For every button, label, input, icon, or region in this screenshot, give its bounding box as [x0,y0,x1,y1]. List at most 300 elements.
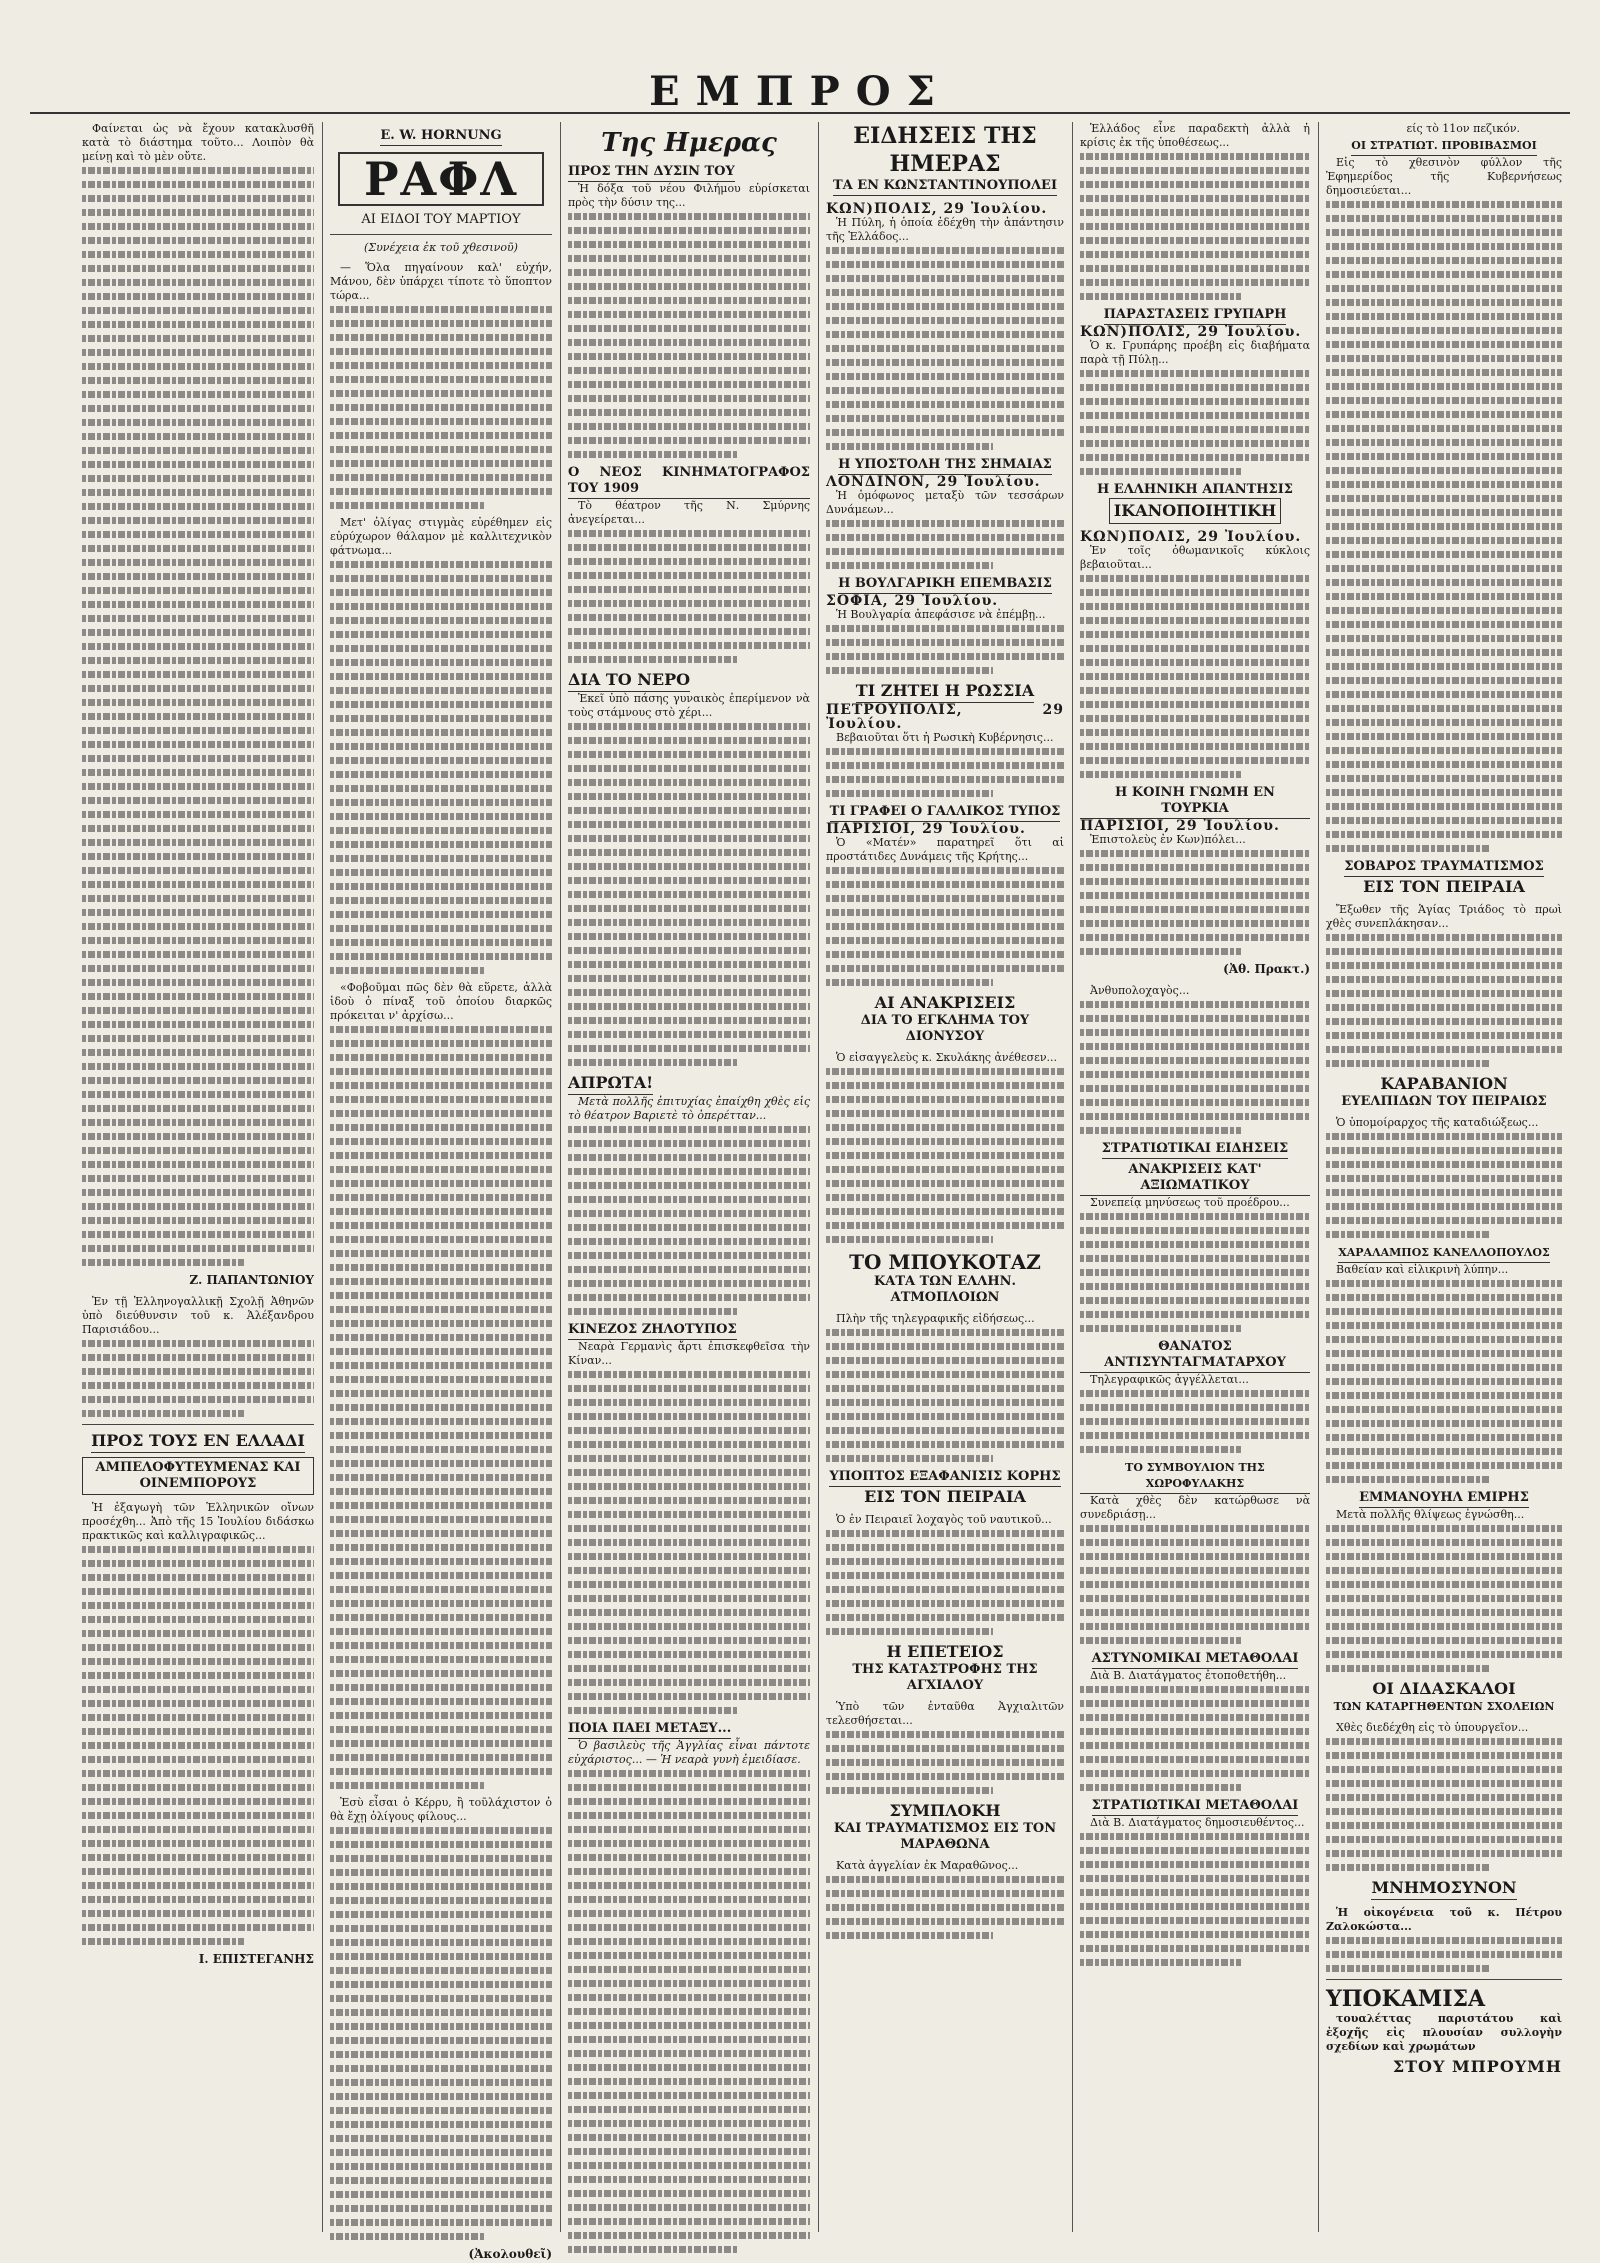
text-line [1326,1965,1491,1972]
text-line [82,965,314,972]
text-line [82,615,314,622]
article-text: Κατὰ χθὲς δὲν κατώρθωσε νὰ συνεδριάσῃ... [1080,1494,1310,1521]
newspaper-name: ΕΜΠΡΟΣ [649,68,951,115]
section-heading: ΠΑΡΑΣΤΑΣΕΙΣ ΓΡΥΠΑΡΗ [1104,307,1287,325]
text-line [568,1224,810,1231]
section-heading: ΤΟ ΜΠΟΥΚΟΤΑΖ [849,1250,1041,1274]
article-text: Ἐπιστολεὺς ἐν Κων)πόλει... [1090,833,1246,846]
text-line [1326,1553,1562,1560]
article-text: — Ὅλα πηγαίνουν καλ' εὐχήν, Μάνου, δὲν ὑπάρχει τίποτε τὸ ὕποπτον τώρα... [330,261,552,302]
text-line [330,1530,552,1537]
text-line [826,261,1064,268]
section-subheading: ΕΙΣ ΤΟΝ ΠΕΙΡΑΙΑ [864,1487,1026,1506]
text-line [330,939,552,946]
article-text: Ὁ εἰσαγγελεὺς κ. Σκυλάκης ἀνέθεσεν... [836,1051,1058,1064]
text-line [1080,948,1241,955]
text-line [82,1630,314,1637]
section-heading: ΣΤΡΑΤΙΩΤΙΚΑΙ ΜΕΤΑΘΟΛΑΙ [1092,1798,1299,1816]
text-line [1326,677,1562,684]
text-line [826,1544,1064,1551]
text-line [826,1329,1064,1336]
text-line [1326,934,1562,941]
text-line [1080,384,1310,391]
text-line [568,1469,810,1476]
text-line [82,1035,314,1042]
column-3 [568,122,810,2232]
text-line [82,1686,314,1693]
article-text: Ὁ ἐν Πειραιεῖ λοχαγὸς τοῦ ναυτικοῦ... [836,1513,1052,1526]
text-line [82,1091,314,1098]
article-text: Κατὰ ἀγγελίαν ἐκ Μαραθῶνος... [836,1859,1019,1872]
section-heading: ΑΠΡΩΤΑ! [568,1073,653,1095]
text-line [568,1896,810,1903]
text-line [330,715,552,722]
article-text: Ἡ οἰκογένεια τοῦ κ. Πέτρου Ζαλοκώστα... [1326,1906,1562,1933]
text-line [1080,920,1310,927]
text-line [330,1096,552,1103]
text-line [1326,691,1562,698]
text-line [1080,1127,1241,1134]
text-line [826,1773,1064,1780]
text-line [330,2135,552,2142]
article-text: Ὁ «Ματέν» παρατηρεῖ ὅτι αἱ προστάτιδες Δυνάμεις τῆς Κρήτης... [826,836,1064,863]
text-line [568,1427,810,1434]
text-line [1326,1392,1562,1399]
text-line [568,2218,810,2225]
text-line [1326,369,1562,376]
text-line [568,1525,810,1532]
section-heading: ΠΡΟΣ ΤΗΝ ΔΥΣΙΝ ΤΟΥ [568,164,735,182]
text-line [1326,537,1562,544]
text-line [330,1925,552,1932]
text-line [826,289,1064,296]
text-line [82,1546,314,1553]
text-line [1326,1476,1491,1483]
text-line [1080,468,1241,475]
text-line [568,723,810,730]
dateline: ΚΩΝ)ΠΟΛΙΣ, 29 Ἰουλίου. [826,201,1048,217]
text-line [568,572,810,579]
text-line [1326,1448,1562,1455]
section-heading: ΔΙΑ ΤΟ ΝΕΡΟ [568,670,690,692]
section-heading: ΘΑΝΑΤΟΣ ΑΝΤΙΣΥΝΤΑΓΜΑΤΑΡΧΟΥ [1080,1339,1310,1373]
text-line [568,1812,810,1819]
text-line [82,1189,314,1196]
text-line [568,213,810,220]
text-line [82,1770,314,1777]
column-rule [1072,122,1073,2232]
text-line [1080,850,1310,857]
author-signature: Ι. ΕΠΙΣΤΕΓΑΝΗΣ [198,1952,314,1966]
dateline: ΠΑΡΙΣΙΟΙ, 29 Ἰουλίου. [826,821,1026,837]
text-line [1326,1175,1562,1182]
text-line [82,461,314,468]
text-line [82,923,314,930]
text-line [330,1208,552,1215]
text-line [1326,775,1562,782]
text-line [1326,1322,1562,1329]
text-line [82,1658,314,1665]
text-line [568,1868,810,1875]
text-line [1080,673,1310,680]
text-line [330,1082,552,1089]
text-line [568,423,810,430]
section-heading: ΜΝΗΜΟΣΥΝΟΝ [1371,1878,1516,1900]
text-line [826,415,1064,422]
text-line [82,1049,314,1056]
text-line [568,241,810,248]
text-line [330,2051,552,2058]
section-heading: ΤΙ ΖΗΤΕΙ Η ΡΩΣΣΙΑ [856,681,1034,703]
text-line [1326,1336,1562,1343]
article-text: Ἐκεῖ ὑπὸ πάσης γυναικὸς ἐπερίμενον νὰ τοὺς στάμνους στὸ χέρι... [568,692,810,719]
text-line [568,1539,810,1546]
text-line [568,793,810,800]
text-line [82,1396,314,1403]
text-line [568,1665,810,1672]
text-line [568,975,810,982]
text-line [1080,645,1310,652]
text-line [1326,299,1562,306]
column-1 [82,122,314,2232]
text-line [82,1147,314,1154]
text-line [568,1441,810,1448]
text-line [1080,878,1310,885]
text-line [1080,1567,1310,1574]
text-line [568,1511,810,1518]
text-line [826,345,1064,352]
text-line [1326,1203,1562,1210]
section-heading: ΣΤΡΑΤΙΩΤΙΚΑΙ ΕΙΔΗΣΕΙΣ [1102,1141,1289,1159]
text-line [826,1530,1064,1537]
text-line [330,1040,552,1047]
text-line [568,1826,810,1833]
text-line [330,953,552,960]
text-line [568,2106,810,2113]
text-line [330,1054,552,1061]
text-line [1080,1861,1310,1868]
text-line [568,1798,810,1805]
serial-subtitle: ΑΙ ΕΙΔΟΙ ΤΟΥ ΜΑΡΤΙΟΥ [361,212,521,227]
dateline: ΠΑΡΙΣΙΟΙ, 29 Ἰουλίου. [1080,818,1280,834]
text-line [568,269,810,276]
section-subheading: ΚΑΤΑ ΤΩΝ ΕΛΛΗΝ. ΑΤΜΟΠΛΟΙΩΝ [873,1274,1017,1305]
text-line [568,2064,810,2071]
text-line [568,1882,810,1889]
text-line [568,1910,810,1917]
text-line [568,586,810,593]
text-line [330,1516,552,1523]
text-line [1326,976,1562,983]
text-line [1080,1875,1310,1882]
text-line [568,1280,810,1287]
news-banner: ΕΙΔΗΣΕΙΣ ΤΗΣ ΗΜΕΡΑΣ [853,123,1037,177]
text-line [1326,523,1562,530]
text-line [1080,251,1310,258]
text-line [1326,1462,1562,1469]
text-line [330,1124,552,1131]
text-line [826,317,1064,324]
text-line [330,1236,552,1243]
text-line [330,2023,552,2030]
text-line [568,1609,810,1616]
column-rule [1318,122,1319,2232]
text-line [1080,1784,1241,1791]
section-heading: Η ΕΠΕΤΕΙΟΣ [886,1642,1004,1661]
column-4 [826,122,1064,2232]
text-line [1080,1001,1310,1008]
text-line [568,1154,810,1161]
text-line [826,1371,1064,1378]
text-line [1080,1714,1310,1721]
section-heading: ΚΙΝΕΖΟΣ ΖΗΛΟΤΥΠΟΣ [568,1322,737,1340]
text-line [1326,257,1562,264]
text-line [82,1728,314,1735]
section-heading: Η ΥΠΟΣΤΟΛΗ ΤΗΣ ΣΗΜΑΙΑΣ [838,457,1052,475]
text-line [82,1644,314,1651]
article-text: Εἰς τὸ χθεσινὸν φύλλον τῆς Ἐφημερίδος τῆς Κυβερνήσεως δημοσιεύεται... [1326,156,1562,197]
section-heading: ΤΙ ΓΡΑΦΕΙ Ο ΓΑΛΛΙΚΟΣ ΤΥΠΟΣ [830,804,1061,822]
column-6 [1326,138,1562,2248]
text-line [1326,1364,1562,1371]
section-heading: ΠΟΙΑ ΠΑΕΙ ΜΕΤΑΞΥ... [568,1721,731,1739]
text-line [1326,1752,1562,1759]
text-line [1326,495,1562,502]
text-line [330,729,552,736]
text-line [82,1714,314,1721]
text-line [1326,1609,1562,1616]
text-line [1080,1917,1310,1924]
text-line [1080,1015,1310,1022]
text-line [330,1348,552,1355]
text-line [82,1840,314,1847]
text-line [82,1133,314,1140]
text-line [82,601,314,608]
text-line [330,1502,552,1509]
text-line [330,1855,552,1862]
text-line [1080,743,1310,750]
text-line [1326,1850,1562,1857]
text-line [1080,1311,1310,1318]
text-line [330,1544,552,1551]
text-line [1326,425,1562,432]
text-line [330,1362,552,1369]
text-line [1080,1623,1310,1630]
text-line [1080,1099,1310,1106]
text-line [82,195,314,202]
text-line [330,1180,552,1187]
section-heading: Η ΒΟΥΛΓΑΡΙΚΗ ΕΠΕΜΒΑΣΙΣ [838,576,1052,594]
text-line [568,1126,810,1133]
text-line [568,614,810,621]
text-line [330,446,552,453]
text-line [1080,1525,1310,1532]
text-line [826,895,1064,902]
text-line [82,1217,314,1224]
text-line [1326,243,1562,250]
text-line [826,1628,993,1635]
text-line [568,2134,810,2141]
text-line [568,2232,810,2239]
text-line [1326,1161,1562,1168]
text-line [1080,687,1310,694]
text-line [330,1897,552,1904]
text-line [826,748,1064,755]
text-line [330,925,552,932]
text-line [826,1759,1064,1766]
article-text: Ἐν τοῖς ὀθωμανικοῖς κύκλοις βεβαιοῦται... [1080,544,1310,571]
column-2 [330,122,552,2261]
text-line [568,2008,810,2015]
text-line [82,1602,314,1609]
text-line [82,1259,244,1266]
text-line [826,881,1064,888]
text-line [826,548,1064,555]
column-5 [1080,122,1310,2232]
text-line [82,685,314,692]
text-line [1080,1539,1310,1546]
divider [1326,1979,1562,1980]
text-line [568,961,810,968]
text-line [1080,1637,1241,1644]
text-line [82,671,314,678]
text-line [1326,1637,1562,1644]
text-line [1080,1085,1310,1092]
text-line [1080,1071,1310,1078]
text-line [82,1756,314,1763]
section-heading: ΠΡΟΣ ΤΟΥΣ ΕΝ ΕΛΛΑΔΙ [91,1431,305,1453]
article-text: Διὰ Β. Διατάγματος ἐτοποθετήθη... [1090,1669,1287,1682]
text-line [82,909,314,916]
text-line [82,1938,244,1945]
text-line [82,1896,314,1903]
section-subheading: ΕΥΕΛΠΙΔΩΝ ΤΟΥ ΠΕΙΡΑΙΩΣ [1341,1094,1547,1109]
text-line [82,1798,314,1805]
text-line [330,2093,552,2100]
text-line [826,979,993,986]
text-line [330,603,552,610]
text-line [1080,1029,1310,1036]
article-text: Ἀνθυπολοχαγὸς... [1090,984,1190,997]
text-line [1080,440,1310,447]
text-line [1326,1651,1562,1658]
text-line [826,1208,1064,1215]
text-line [568,751,810,758]
text-line [330,1953,552,1960]
text-line [330,432,552,439]
text-line [568,311,810,318]
text-line [1326,1567,1562,1574]
text-line [82,349,314,356]
text-line [330,2065,552,2072]
text-line [1326,1294,1562,1301]
section-heading: ΑΣΤΥΝΟΜΙΚΑΙ ΜΕΤΑΘΟΛΑΙ [1092,1651,1299,1669]
text-line [1326,201,1562,208]
text-line [330,376,552,383]
text-line [82,391,314,398]
section-heading: Η ΕΛΛΗΝΙΚΗ ΑΠΑΝΤΗΣΙΣ [1097,482,1293,497]
text-line [826,1068,1064,1075]
text-line [826,1385,1064,1392]
text-line [826,625,1064,632]
text-line [1326,817,1562,824]
text-line [568,1707,737,1714]
text-line [826,1441,1064,1448]
text-line [330,1026,552,1033]
article-text: Πλὴν τῆς τηλεγραφικῆς εἰδήσεως... [836,1312,1035,1325]
text-line [1326,607,1562,614]
text-line [1080,631,1310,638]
text-line [330,897,552,904]
text-line [82,699,314,706]
text-line [826,1572,1064,1579]
article-text: Ὑπὸ τῶν ἐνταῦθα Ἀγχιαλιτῶν τελεσθήσεται... [826,1700,1064,1727]
text-line [330,1572,552,1579]
text-line [82,1175,314,1182]
text-line [330,1967,552,1974]
text-line [1326,1018,1562,1025]
text-line [826,401,1064,408]
text-line [1326,467,1562,474]
column-title: Της Ημερας [601,128,777,158]
text-line [826,1138,1064,1145]
text-line [568,255,810,262]
text-line [826,1222,1064,1229]
text-line [82,713,314,720]
text-line [568,1924,810,1931]
text-line [826,762,1064,769]
text-line [568,2246,737,2253]
text-line [1326,649,1562,656]
text-line [568,2092,810,2099]
text-line [330,673,552,680]
text-line [1326,1738,1562,1745]
text-line [568,1483,810,1490]
text-line [330,306,552,313]
text-line [1080,589,1310,596]
text-line [82,209,314,216]
text-line [82,993,314,1000]
text-line [330,1460,552,1467]
text-line [330,1600,552,1607]
text-line [1080,153,1310,160]
text-line [568,877,810,884]
text-line [1326,1595,1562,1602]
text-line [82,1007,314,1014]
text-line [826,776,1064,783]
text-line [1080,1595,1310,1602]
text-line [330,1911,552,1918]
section-subheading: ΑΜΠΕΛΟΦΥΤΕΥΜΕΝΑΣ ΚΑΙ ΟΙΝΕΜΠΟΡΟΥΣ [82,1457,314,1495]
text-line [568,642,810,649]
text-line [568,2190,810,2197]
text-line [568,1266,810,1273]
text-line [1080,1609,1310,1616]
text-line [82,265,314,272]
text-line [568,1294,810,1301]
text-line [826,923,1064,930]
text-line [1080,223,1310,230]
article-text: Ὁ κ. Γρυπάρης προέβη εἰς διαβήματα παρὰ τῇ Πύλῃ... [1080,339,1310,366]
text-line [330,2233,485,2240]
text-line [1326,845,1491,852]
text-line [1326,1231,1491,1238]
text-line [82,1854,314,1861]
text-line [330,1222,552,1229]
text-line [330,687,552,694]
section-heading: ΑΝΑΚΡΙΣΕΙΣ ΚΑΤ' ΑΞΙΩΜΑΤΙΚΟΥ [1080,1162,1310,1196]
article-text: Φαίνεται ὡς νὰ ἔχουν κατακλυσθῆ κατὰ τὸ διάστημα τοῦτο... Λοιπὸν θὰ μείνῃ καὶ τὸ μὲν οὔτε. [82,122,314,163]
